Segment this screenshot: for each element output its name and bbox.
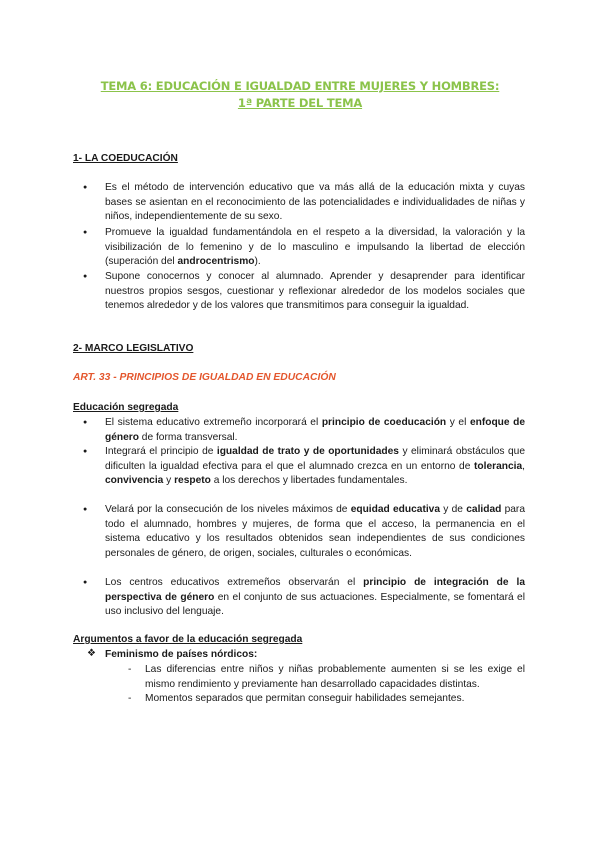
document-title-line2: 1ª PARTE DEL TEMA <box>237 96 363 110</box>
document-title-line1: TEMA 6: EDUCACIÓN E IGUALDAD ENTRE MUJERES Y HOMBRES: <box>100 79 500 93</box>
dash-item-1: - Las diferencias entre niños y niñas probablemente aumenten si se les exige el mismo rendimiento y previamente han desarrollado capacidades distintas. <box>145 663 525 692</box>
subheading-educacion-segregada: Educación segregada <box>73 402 179 413</box>
bullet-coeducacion-2: ● Promueve la igualdad fundamentándola en el respeto a la diversidad, la valoración y la visibilización de lo femenino y de lo masculino e impulsando la libertad de elección (superación del androcentrismo). <box>105 226 525 270</box>
bullet-segregada-1: ● El sistema educativo extremeño incorporará el principio de coeducación y el enfoque de género de forma transversal. <box>105 416 525 445</box>
article-heading: ART. 33 - PRINCIPIOS DE IGUALDAD EN EDUCACIÓN <box>73 372 336 383</box>
subheading-argumentos: Argumentos a favor de la educación segregada <box>73 634 303 645</box>
bullet-coeducacion-1: ● Es el método de intervención educativo que va más allá de la educación mixta y cuyas bases se asientan en el reconocimiento de las potencialidades e individualidades de niñas y niños, independientemente de su sexo. <box>105 181 525 225</box>
bullet-segregada-4: ● Los centros educativos extremeños observarán el principio de integración de la perspectiva de género en el conjunto de sus actuaciones. Especialmente, se fomentará el uso inclusivo del lenguaje. <box>105 576 525 620</box>
bullet-coeducacion-3: ● Supone conocernos y conocer al alumnado. Aprender y desaprender para identificar nuestros propios sesgos, cuestionar y reflexionar alrededor de los modelos sociales que tenemos alrededor y de los valores que transmitimos para conseguir la igualdad. <box>105 270 525 314</box>
section-heading-coeducacion: 1- LA COEDUCACIÓN <box>73 153 178 164</box>
section-heading-marco-legislativo: 2- MARCO LEGISLATIVO <box>73 343 194 354</box>
bullet-segregada-3: ● Velará por la consecución de los niveles máximos de equidad educativa y de calidad para todo el alumnado, hombres y mujeres, de forma que el acceso, la permanencia en el sistema educativo y los resultados obtenidos sean independientes de sus condiciones personales de género, de origen, sociales, culturales o económicas. <box>105 503 525 561</box>
dash-item-2: - Momentos separados que permitan conseguir habilidades semejantes. <box>145 692 525 707</box>
item-feminismo-nordico: ❖ Feminismo de países nórdicos: <box>105 648 525 663</box>
bullet-segregada-2: ● Integrará el principio de igualdad de trato y de oportunidades y eliminará obstáculos que dificulten la igualdad efectiva para el que el alumnado crezca en un entorno de tolerancia, convivencia y respeto a los derechos y libertades fundamentales. <box>105 445 525 489</box>
